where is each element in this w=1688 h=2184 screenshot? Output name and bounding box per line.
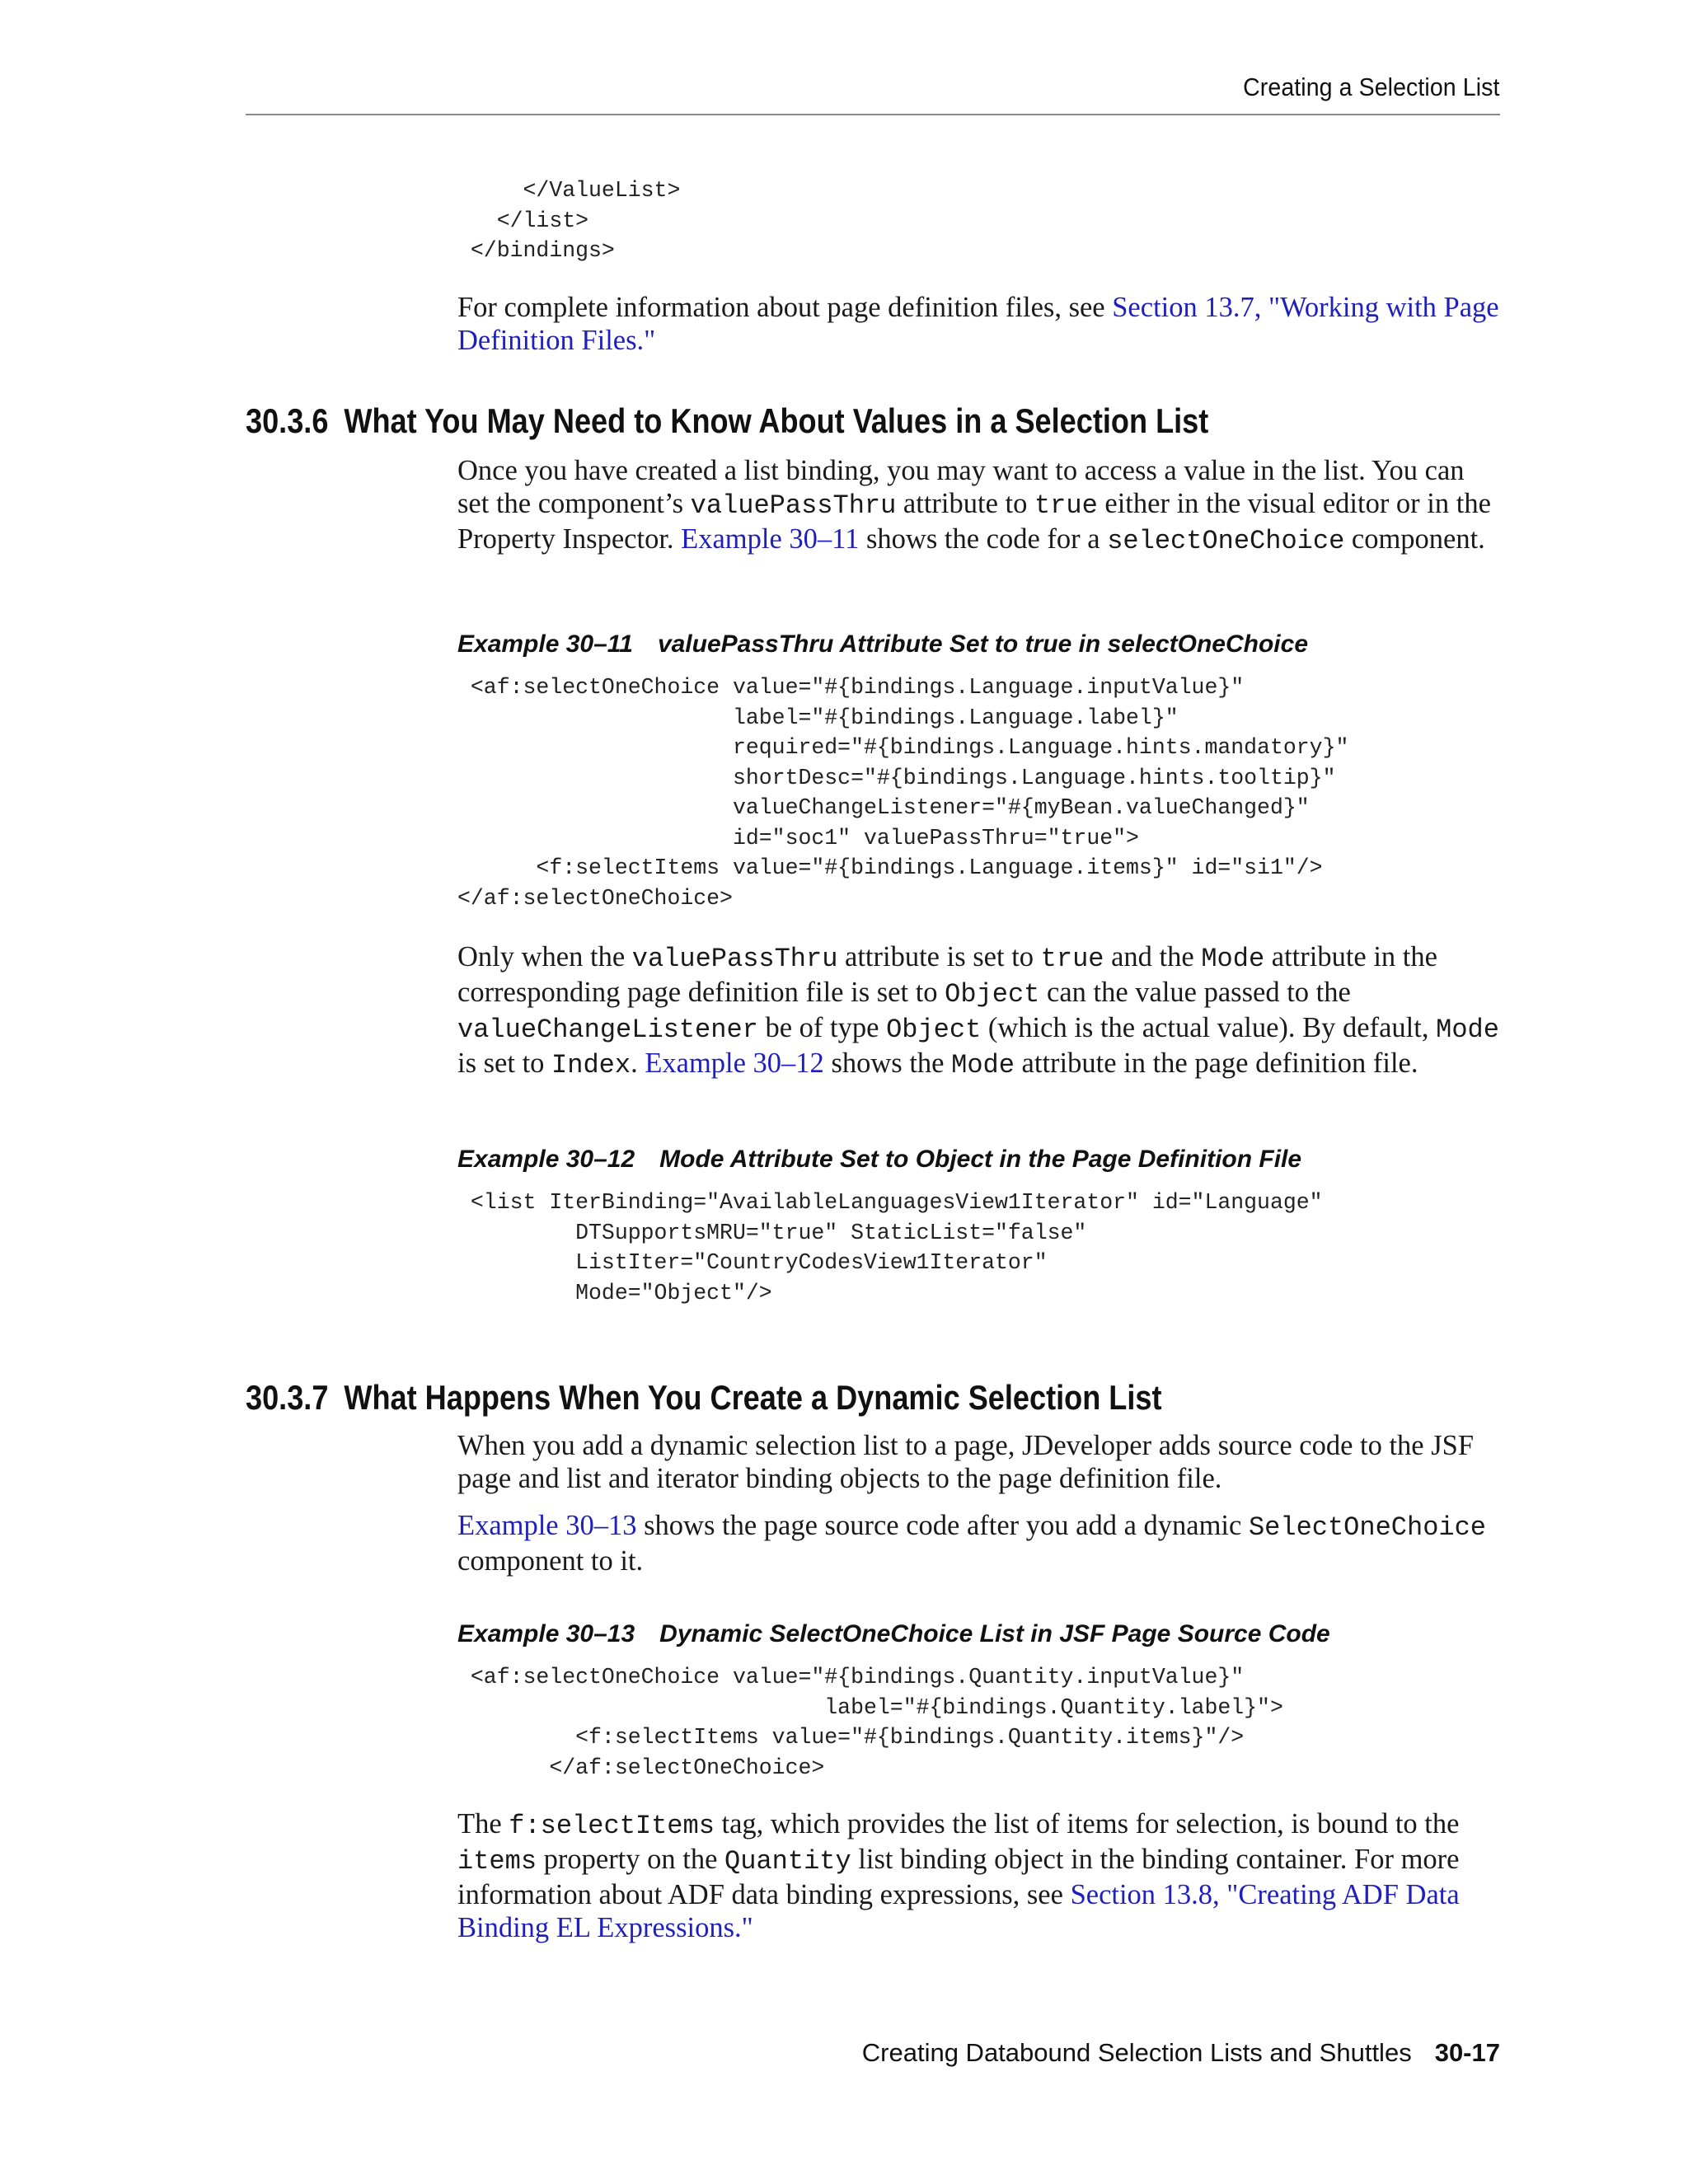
header-rule <box>246 114 1500 115</box>
example-caption-30-11: Example 30–11 valuePassThru Attribute Set to true in selectOneChoice <box>457 630 1309 658</box>
link-example-30-12[interactable]: Example 30–12 <box>645 1047 824 1079</box>
footer-chapter-title: Creating Databound Selection Lists and Shuttles <box>861 2038 1412 2067</box>
link-section-13-7[interactable]: Section 13.7, "Working with Page Definition Files." <box>457 292 1499 356</box>
section-2-paragraph-1: When you add a dynamic selection list to a page, JDeveloper adds source code to the JSF page and list and iterator binding objects to the page definition file. <box>457 1430 1475 1494</box>
page-footer <box>862 2038 1500 2068</box>
intro-text: For complete information about page definition files, see <box>457 292 1113 323</box>
page-number: 30-17 <box>1434 2038 1500 2067</box>
code-block-example-30-11: <af:selectOneChoice value="#{bindings.Language.inputValue}" label="#{bindings.Language.label}" required="#{bindings.Language.hints.mandatory}" shortDesc="#{bindings.Language.hints.tooltip}" valueChangeListener="#{myBean.valueChanged}" id="soc1" valuePassThru="true"> <f:selectItems value="#{bindings.Language.items}" id="si1"/> </af:selectOneChoice> <box>457 675 1349 911</box>
link-section-13-8[interactable]: Section 13.8, "Creating ADF Data Binding EL Expressions." <box>457 1879 1460 1943</box>
link-example-30-13[interactable]: Example 30–13 <box>457 1510 637 1541</box>
section-heading-30-3-6 <box>246 401 1208 441</box>
section-heading-30-3-7 <box>246 1378 1162 1418</box>
section-title: What Happens When You Create a Dynamic Selection List <box>344 1378 1162 1417</box>
code-block-top: </ValueList> </list> </bindings> <box>470 178 681 263</box>
section-number: 30.3.6 <box>246 401 329 440</box>
section-2-paragraph-3: The f:selectItems tag, which provides the list of items for selection, is bound to the items property on the Quantity list binding object in the binding container. For more information about ADF data binding expressions, see Section 13.8, "Creating ADF Data Binding EL Expressions." <box>457 1808 1460 1943</box>
section-1-paragraph-2: Only when the valuePassThru attribute is set to true and the Mode attribute in the corresponding page definition file is set to Object can the value passed to the valueChangeListener be of type Object (which is the actual value). By default, Mode is set to Index. Example 30–12 shows the Mode attribute in the page definition file. <box>457 941 1499 1080</box>
section-2-paragraph-2: Example 30–13 shows the page source code after you add a dynamic SelectOneChoice component to it. <box>457 1510 1486 1577</box>
section-number: 30.3.7 <box>246 1378 329 1417</box>
section-1-paragraph-1: Once you have created a list binding, you may want to access a value in the list. You can set the component’s valuePassThru attribute to true either in the visual editor or in the Property Inspector. Example 30–11 shows the code for a selectOneChoice component. <box>457 455 1491 556</box>
example-caption-30-12: Example 30–12 Mode Attribute Set to Object in the Page Definition File <box>457 1146 1302 1173</box>
running-header: Creating a Selection List <box>1243 73 1500 101</box>
section-title: What You May Need to Know About Values in a Selection List <box>344 401 1209 440</box>
code-block-example-30-12: <list IterBinding="AvailableLanguagesView1Iterator" id="Language" DTSupportsMRU="true" StaticList="false" ListIter="CountryCodesView1Iterator" Mode="Object"/> <box>470 1190 1323 1305</box>
code-block-example-30-13: <af:selectOneChoice value="#{bindings.Quantity.inputValue}" label="#{bindings.Quantity.label}"> <f:selectItems value="#{bindings.Quantity.items}"/> </af:selectOneChoice> <box>470 1665 1283 1780</box>
link-example-30-11[interactable]: Example 30–11 <box>681 523 860 555</box>
intro-paragraph <box>457 291 1500 357</box>
example-caption-30-13: Example 30–13 Dynamic SelectOneChoice List in JSF Page Source Code <box>457 1620 1330 1647</box>
